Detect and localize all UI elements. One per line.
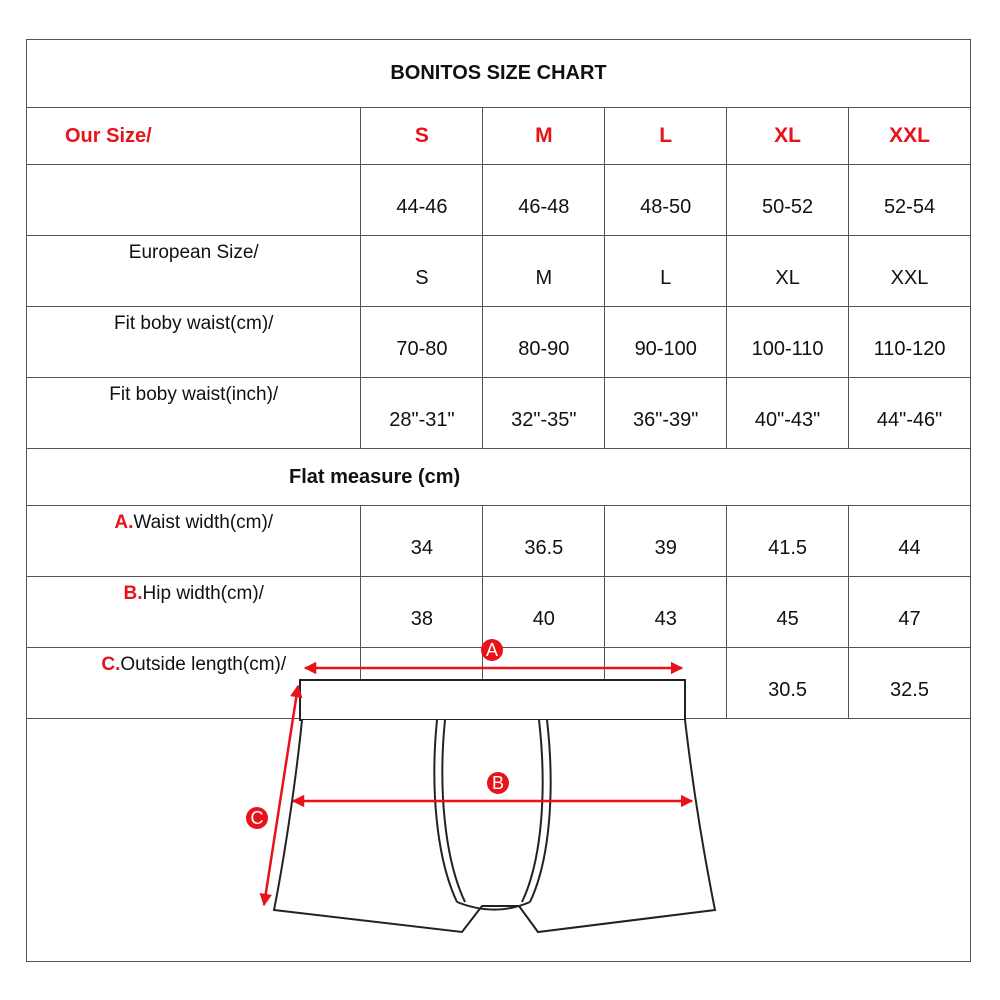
badge-c-text: C xyxy=(250,808,264,828)
row-label xyxy=(27,506,361,577)
size-chart-frame xyxy=(26,39,971,962)
row-label: Fit boby waist(cm)/ xyxy=(27,307,361,378)
cell: 90-100 xyxy=(605,307,727,378)
measure-letter-a: A. xyxy=(114,512,134,533)
cell: 70-80 xyxy=(361,307,483,378)
cell: S xyxy=(361,236,483,307)
trunk-body-shape xyxy=(274,720,715,932)
table-row xyxy=(27,236,970,307)
measure-letter-b: B. xyxy=(123,583,143,604)
cell: 52-54 xyxy=(849,165,970,236)
header-row xyxy=(27,108,970,165)
chart-title: BONITOS SIZE CHART xyxy=(27,40,970,108)
cell: M xyxy=(483,236,605,307)
measure-label: Waist width(cm)/ xyxy=(133,512,274,533)
table-row xyxy=(27,506,970,577)
measurement-diagram xyxy=(27,620,970,962)
size-xxl-header: XXL xyxy=(849,108,970,165)
cell: 30.5 xyxy=(727,648,849,719)
row-label: Fit boby waist(inch)/ xyxy=(27,378,361,449)
cell: 40 xyxy=(483,577,605,648)
cell: 80-90 xyxy=(483,307,605,378)
waistband-shape xyxy=(300,680,685,720)
cell: 110-120 xyxy=(849,307,970,378)
cell: 34 xyxy=(361,506,483,577)
size-chart-table xyxy=(27,40,970,719)
measure-letter-c: C. xyxy=(101,654,121,675)
our-size-label: Our Size/ xyxy=(27,108,361,165)
cell: 36"-39" xyxy=(605,378,727,449)
size-m-header: M xyxy=(483,108,605,165)
cell: 44 xyxy=(849,506,970,577)
underwear-illustration xyxy=(27,620,970,962)
cell: 41.5 xyxy=(727,506,849,577)
cell: 44-46 xyxy=(361,165,483,236)
row-label: European Size/ xyxy=(27,236,361,307)
cell: XXL xyxy=(849,236,970,307)
cell: L xyxy=(605,236,727,307)
cell: 43 xyxy=(605,577,727,648)
cell: 44"-46" xyxy=(849,378,970,449)
cell: XL xyxy=(727,236,849,307)
table-row xyxy=(27,378,970,449)
cell: 100-110 xyxy=(727,307,849,378)
cell: 28"-31" xyxy=(361,378,483,449)
size-l-header: L xyxy=(605,108,727,165)
cell: 40"-43" xyxy=(727,378,849,449)
measure-label: Hip width(cm)/ xyxy=(142,583,264,604)
row-label xyxy=(27,165,361,236)
cell: 50-52 xyxy=(727,165,849,236)
size-s-header: S xyxy=(361,108,483,165)
cell: 32.5 xyxy=(849,648,970,719)
cell: 48-50 xyxy=(605,165,727,236)
cell: 38 xyxy=(361,577,483,648)
flat-measure-title: Flat measure (cm) xyxy=(27,449,970,506)
badge-b-text: B xyxy=(491,773,505,793)
badge-a-text: A xyxy=(485,640,499,660)
cell: 32"-35" xyxy=(483,378,605,449)
cell: 45 xyxy=(727,577,849,648)
cell: 36.5 xyxy=(483,506,605,577)
measure-label: Outside length(cm)/ xyxy=(120,654,287,675)
table-row xyxy=(27,165,970,236)
size-xl-header: XL xyxy=(727,108,849,165)
section-row xyxy=(27,449,970,506)
cell: 39 xyxy=(605,506,727,577)
table-row xyxy=(27,307,970,378)
cell: 46-48 xyxy=(483,165,605,236)
cell: 47 xyxy=(849,577,970,648)
